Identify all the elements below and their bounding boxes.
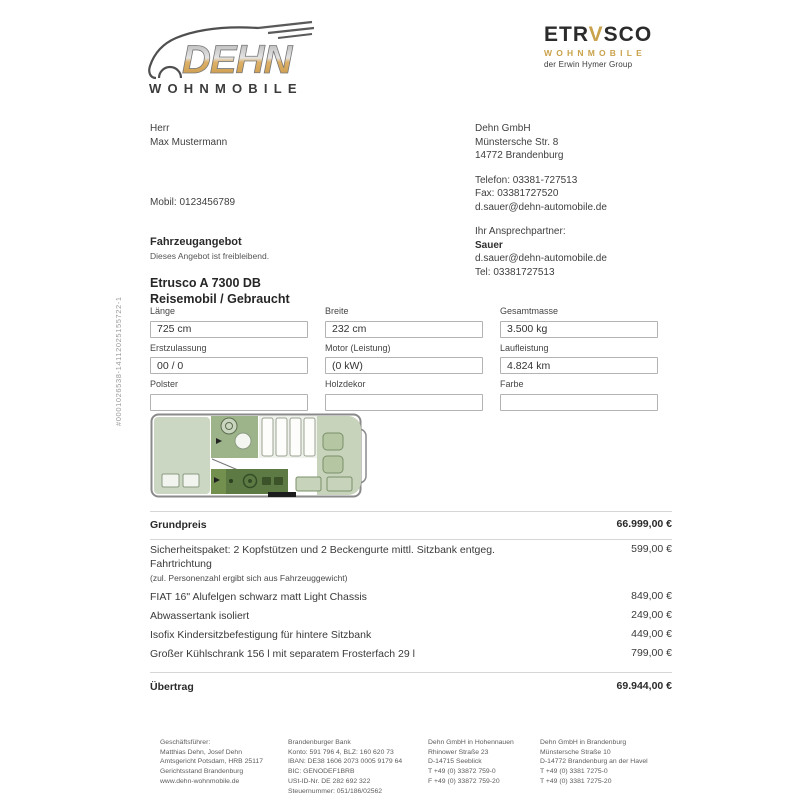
footer-line: Rhinower Straße 23 (428, 748, 489, 756)
base-price-row (150, 512, 672, 539)
base-price-label: Grundpreis (150, 519, 207, 531)
footer-website: www.dehn-wohnmobile.de (160, 777, 240, 785)
spec-field-gesamtmasse (500, 306, 658, 338)
option-price: 599,00 € (631, 543, 672, 555)
dehn-logo-text: DEHN (182, 38, 292, 82)
sender-company: Dehn GmbH (475, 123, 531, 134)
etrusco-logo-group-line: der Erwin Hymer Group (544, 60, 633, 69)
spec-field-farbe (500, 379, 658, 411)
footer-line: D-14772 Brandenburg an der Havel (540, 758, 648, 766)
offer-disclaimer: Dieses Angebot ist freibleibend. (150, 251, 270, 261)
spec-input-polster[interactable] (150, 394, 308, 411)
spec-label: Holzdekor (325, 379, 366, 389)
footer-bank-details (288, 738, 402, 796)
spec-field-holzdekor (325, 379, 483, 411)
spec-input-laufleistung[interactable] (500, 357, 658, 374)
spec-input-motor[interactable] (325, 357, 483, 374)
base-price-value: 66.999,00 € (616, 518, 672, 530)
spec-input-erstzulassung[interactable] (150, 357, 308, 374)
spec-input-gesamtmasse[interactable] (500, 321, 658, 338)
footer-line: Amtsgericht Potsdam, HRB 25117 (160, 758, 264, 766)
sender-city: 14772 Brandenburg (475, 150, 564, 161)
footer-line: D-14715 Seeblick (428, 758, 482, 766)
spec-label: Farbe (500, 379, 524, 389)
contact-name: Sauer (475, 239, 503, 251)
dehn-logo-subtitle: WOHNMOBILE (149, 81, 303, 96)
option-label: Großer Kühlschrank 156 l mit separatem Frosterfach 29 l (150, 648, 415, 660)
footer-branch-brandenburg (540, 738, 648, 787)
recipient-name: Max Mustermann (150, 136, 228, 148)
spec-field-erstzulassung (150, 343, 308, 375)
footer-line: T +49 (0) 3381 7275-20 (540, 777, 612, 785)
footer-line: Münstersche Straße 10 (540, 748, 611, 756)
recipient-address (150, 122, 227, 149)
vehicle-model: Etrusco A 7300 DB (150, 276, 261, 290)
sender-email: d.sauer@dehn-automobile.de (475, 201, 607, 213)
etrusco-brand-logo (544, 24, 652, 69)
vehicle-heading (150, 275, 290, 307)
spec-label: Polster (150, 379, 179, 389)
sender-fax: Fax: 03381727520 (475, 188, 559, 199)
option-price: 799,00 € (631, 647, 672, 659)
spec-input-breite[interactable] (325, 321, 483, 338)
footer-line: BIC: GENODEF1BRB (288, 768, 355, 776)
option-row (150, 625, 672, 644)
footer-line: T +49 (0) 3381 7275-0 (540, 768, 608, 776)
offer-title: Fahrzeugangebot (150, 236, 242, 248)
etrusco-logo-wordmark (544, 24, 652, 46)
price-table (150, 511, 672, 701)
sender-address (475, 122, 607, 279)
etrusco-logo-subtitle: WOHNMOBILE (544, 48, 646, 58)
spec-field-motor (325, 343, 483, 375)
spec-label: Laufleistung (500, 342, 549, 353)
option-row (150, 587, 672, 606)
option-row (150, 644, 672, 663)
sender-street: Münstersche Str. 8 (475, 136, 559, 148)
option-label: Abwassertank isoliert (150, 610, 250, 622)
footer-line: Dehn GmbH in Brandenburg (540, 739, 627, 746)
subtotal-label: Übertrag (150, 681, 194, 693)
subtotal-value: 69.944,00 € (616, 680, 672, 692)
spec-label: Gesamtmasse (500, 306, 559, 316)
footer-line: USt-ID-Nr. DE 282 692 322 (288, 777, 371, 785)
footer-line: IBAN: DE38 1606 2073 0005 9179 64 (288, 758, 403, 766)
spec-input-holzdekor[interactable] (325, 394, 483, 411)
etrusco-logo-part3: SCO (603, 23, 653, 46)
spec-field-laufleistung (500, 343, 658, 375)
spec-label: Erstzulassung (150, 342, 207, 353)
spec-field-laenge (150, 306, 308, 338)
document-number-vertical: #0001026538-14112025155722-1 (114, 296, 123, 426)
spec-field-breite (325, 306, 483, 338)
footer-line: T +49 (0) 33872 759-0 (428, 768, 496, 776)
option-price: 849,00 € (631, 590, 672, 602)
etrusco-logo-part2: V (588, 23, 604, 46)
spec-label: Breite (325, 306, 349, 316)
footer-line: Konto: 591 796 4, BLZ: 160 620 73 (288, 748, 394, 756)
footer-line: Geschäftsführer: (160, 739, 211, 746)
spec-input-laenge[interactable] (150, 321, 308, 338)
footer-line: F +49 (0) 33872 759-20 (428, 777, 500, 785)
motorhome-floorplan-image (150, 413, 368, 504)
sender-phone: Telefon: 03381-727513 (475, 174, 578, 186)
spec-input-farbe[interactable] (500, 394, 658, 411)
vehicle-type: Reisemobil / Gebraucht (150, 292, 290, 306)
footer-line: Steuernummer: 051/186/02562 (288, 787, 383, 795)
etrusco-logo-part1: ETR (544, 23, 589, 46)
option-label: FIAT 16" Alufelgen schwarz matt Light Chassis (150, 591, 367, 603)
contact-email: d.sauer@dehn-automobile.de (475, 253, 607, 264)
van-silhouette-icon (146, 16, 314, 96)
spec-label: Länge (150, 306, 176, 316)
footer-branch-hohennauen (428, 738, 514, 787)
option-row (150, 540, 672, 573)
recipient-mobile: Mobil: 0123456789 (150, 197, 236, 208)
option-row (150, 606, 672, 625)
footer-company-registry (160, 738, 263, 787)
subtotal-row (150, 673, 672, 701)
footer-line: Gerichtsstand Brandenburg (160, 768, 244, 776)
dehn-wohnmobile-logo (146, 16, 314, 101)
spec-field-polster (150, 379, 308, 411)
contact-label: Ihr Ansprechpartner: (475, 226, 566, 237)
spec-label: Motor (Leistung) (325, 342, 391, 353)
footer-line: Brandenburger Bank (288, 739, 351, 746)
option-price: 449,00 € (631, 628, 672, 640)
footer-line: Dehn GmbH in Hohennauen (428, 739, 514, 746)
option-price: 249,00 € (631, 609, 672, 621)
contact-phone: Tel: 03381727513 (475, 266, 555, 278)
option-note: (zul. Personenzahl ergibt sich aus Fahrzeuggewicht) (150, 573, 348, 583)
vehicle-spec-grid (150, 306, 658, 411)
option-label: Isofix Kindersitzbefestigung für hintere Sitzbank (150, 629, 372, 641)
option-label: Sicherheitspaket: 2 Kopfstützen und 2 Beckengurte mittl. Sitzbank entgeg. Fahrtrichtung (150, 544, 495, 570)
recipient-salutation: Herr (150, 123, 170, 134)
footer-line: Matthias Dehn, Josef Dehn (160, 748, 242, 756)
